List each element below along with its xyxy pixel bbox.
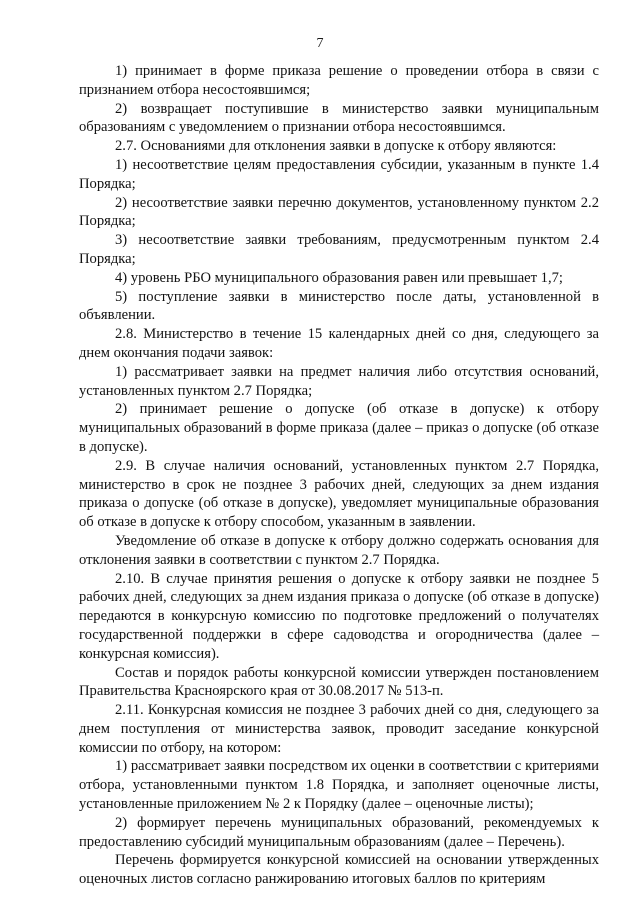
paragraph: 2) формирует перечень муниципальных образований, рекомендуемых к предоставлению субсидий муниципальным образованиям (далее – Перечень). — [79, 814, 599, 850]
page-number: 7 — [316, 36, 324, 51]
paragraph: 3) несоответствие заявки требованиям, предусмотренным пунктом 2.4 Порядка; — [79, 232, 599, 267]
paragraph: 1) принимает в форме приказа решение о проведении отбора в связи с признанием отбора несостоявшимся; — [79, 63, 599, 98]
paragraph: 2) принимает решение о допуске (об отказе в допуске) к отбору муниципальных образований в форме приказа (далее – приказ о допуске (об отказе в допуске). — [79, 401, 599, 455]
paragraph: Состав и порядок работы конкурсной комиссии утвержден постановлением Правительства Красноярского края от 30.08.2017 № 513-п. — [79, 664, 599, 700]
paragraph: 2.10. В случае принятия решения о допуске к отбору заявки не позднее 5 рабочих дней, следующих за днем издания приказа о допуске (об отказе в допуске) передаются в конкурсную комиссию по подготовке предложений о получателях государственной поддержки в сфере садоводства и огородничества (далее – конкурсная комиссия). — [79, 570, 599, 662]
paragraph: 2) возвращает поступившие в министерство заявки муниципальным образованиям с уведомлением о признании отбора несостоявшимся. — [79, 100, 599, 136]
paragraph: 1) рассматривает заявки на предмет наличия либо отсутствия оснований, установленных пунктом 2.7 Порядка; — [79, 363, 599, 399]
paragraph: 1) несоответствие целям предоставления субсидии, указанным в пункте 1.4 Порядка; — [79, 156, 599, 192]
paragraph: 2.9. В случае наличия оснований, установленных пунктом 2.7 Порядка, министерство в срок не позднее 3 рабочих дней, следующих за днем издания приказа о допуске (об отказе в допуске), уведомляет муниципальные образования об отказе в допуске к отбору способом, указанным в заявлении. — [79, 457, 599, 531]
paragraph: 2.11. Конкурсная комиссия не позднее 3 рабочих дней со дня, следующего за днем поступления от министерства заявок, проводит заседание конкурсной комиссии по отбору, на котором: — [79, 702, 599, 756]
paragraph: 2) несоответствие заявки перечню документов, установленному пунктом 2.2 Порядка; — [79, 194, 599, 230]
paragraph: 1) рассматривает заявки посредством их оценки в соответствии с критериями отбора, установленными пунктом 1.8 Порядка, и заполняет оценочные листы, установленные приложением № 2 к Порядку (далее – оценочные листы); — [79, 758, 599, 813]
document-body — [79, 62, 599, 889]
paragraph: 2.7. Основаниями для отклонения заявки в допуске к отбору являются: — [115, 138, 557, 155]
paragraph: Уведомление об отказе в допуске к отбору должно содержать основания для отклонения заявки в соответствии с пунктом 2.7 Порядка. — [79, 532, 599, 568]
paragraph: Перечень формируется конкурсной комиссией на основании утвержденных оценочных листов согласно ранжированию итоговых баллов по критериям — [79, 852, 599, 888]
paragraph: 5) поступление заявки в министерство после даты, установленной в объявлении. — [79, 288, 599, 324]
paragraph: 2.8. Министерство в течение 15 календарных дней со дня, следующего за днем окончания подачи заявок: — [79, 326, 599, 361]
paragraph: 4) уровень РБО муниципального образования равен или превышает 1,7; — [115, 269, 563, 286]
